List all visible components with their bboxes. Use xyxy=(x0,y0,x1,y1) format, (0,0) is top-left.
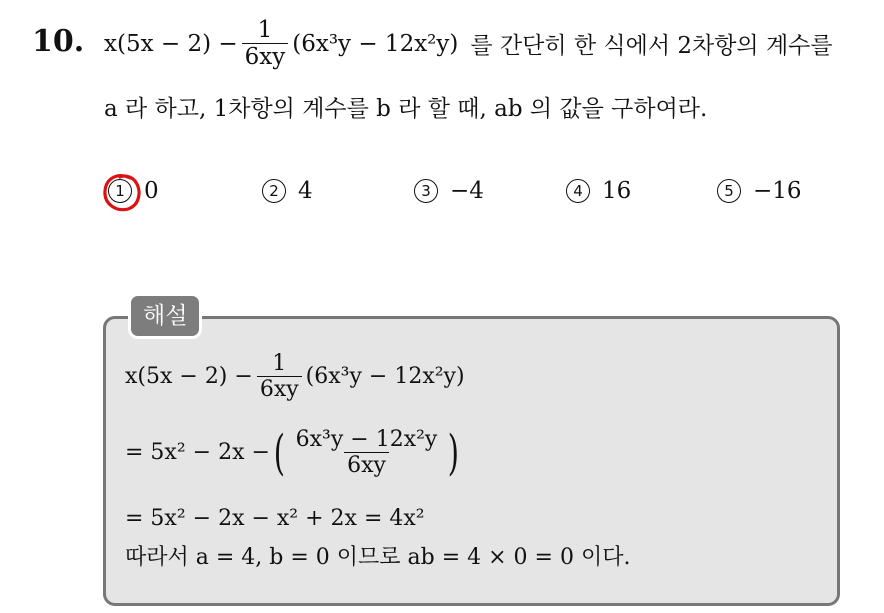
step2-frac-numerator: 6x³y − 12x²y xyxy=(295,427,438,452)
step2-prefix: = 5x² − 2x − xyxy=(125,440,270,466)
choice-4[interactable] xyxy=(566,178,631,204)
selected-answer-circle-icon xyxy=(100,170,144,214)
solution-label: 해설 xyxy=(128,293,202,339)
step2-fraction xyxy=(293,428,441,477)
right-paren: ) xyxy=(448,424,460,481)
choice-number-mark: 2 xyxy=(262,179,286,203)
question-line-2: a 라 하고, 1차항의 계수를 b 라 할 때, ab 의 값을 구하여라. xyxy=(104,96,708,122)
step1-prefix: x(5x − 2) − xyxy=(125,364,253,390)
question-line-1 xyxy=(104,18,833,69)
question-line1-expr: (6x³y − 12x²y) xyxy=(292,30,459,57)
choice-number-mark: 1 xyxy=(108,179,132,203)
step1-fraction xyxy=(257,352,302,401)
choice-number-mark: 4 xyxy=(566,179,590,203)
question-frac-denominator: 6xy xyxy=(242,43,289,69)
question-number: 10. xyxy=(32,24,85,59)
step1-expr: (6x³y − 12x²y) xyxy=(305,364,465,390)
step2-frac-denominator: 6xy xyxy=(344,452,389,477)
question-line1-suffix: 를 간단히 한 식에서 2차항의 계수를 xyxy=(470,33,833,60)
choice-number-mark: 3 xyxy=(414,179,438,203)
question-line1-prefix: x(5x − 2) − xyxy=(104,30,238,57)
solution-step-1 xyxy=(125,352,465,401)
solution-step-3: = 5x² − 2x − x² + 2x = 4x² xyxy=(125,506,425,531)
choice-value: 4 xyxy=(298,178,313,204)
solution-step-2 xyxy=(125,424,463,481)
choice-5[interactable] xyxy=(717,178,802,204)
choice-value: −4 xyxy=(450,178,484,204)
step1-frac-numerator: 1 xyxy=(272,351,287,376)
choice-value: −16 xyxy=(753,178,802,204)
question-fraction xyxy=(242,18,289,69)
choice-2[interactable] xyxy=(262,178,313,204)
solution-step-4: 따라서 a = 4, b = 0 이므로 ab = 4 × 0 = 0 이다. xyxy=(125,545,631,570)
choice-value: 0 xyxy=(144,178,159,204)
step1-frac-denominator: 6xy xyxy=(257,376,302,401)
choice-3[interactable] xyxy=(414,178,484,204)
left-paren: ( xyxy=(273,424,285,481)
question-frac-numerator: 1 xyxy=(257,17,273,43)
choice-number-mark: 5 xyxy=(717,179,741,203)
choice-value: 16 xyxy=(602,178,632,204)
